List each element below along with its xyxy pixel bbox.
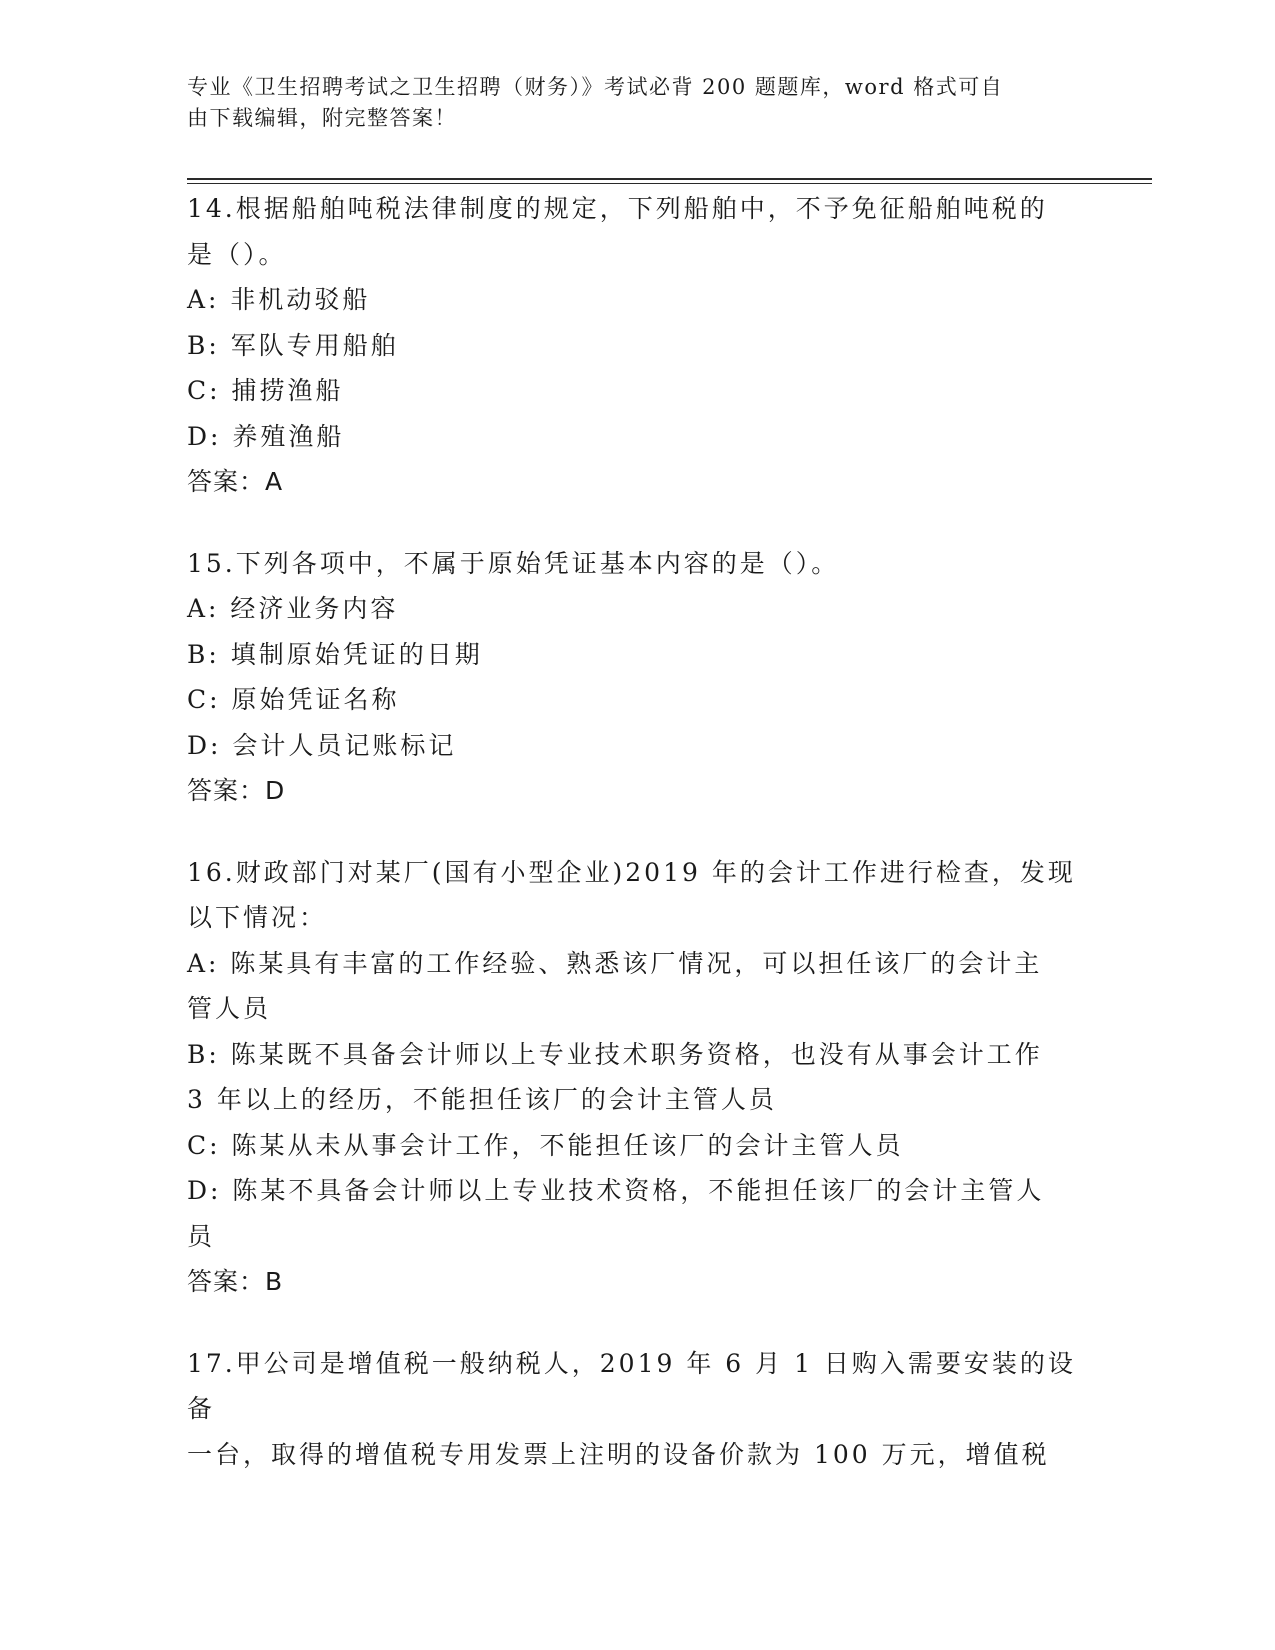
question-stem-line: 17.甲公司是增值税一般纳税人，2019 年 6 月 1 日购入需要安装的设备 [187, 1348, 1076, 1423]
question-stem-line: 是（）。 [187, 239, 287, 269]
question-stem-line: 以下情况： [187, 903, 328, 932]
answer-label: 答案：D [187, 776, 286, 805]
document-header [187, 72, 1067, 134]
header-divider-thin [187, 183, 1152, 184]
option-d: D: 陈某不具备会计师以上专业技术资格，不能担任该厂的会计主管人 [187, 1176, 1045, 1205]
option-b: B: 军队专用船舶 [187, 330, 399, 360]
question-stem-line: 16.财政部门对某厂(国有小型企业)2019 年的会计工作进行检查，发现 [187, 857, 1076, 887]
option-b: B: 陈某既不具备会计师以上专业技术职务资格，也没有从事会计工作 [187, 1039, 1043, 1069]
question-stem-line: 一台，取得的增值税专用发票上注明的设备价款为 100 万元，增值税 [187, 1439, 1050, 1469]
option-c: C: 捕捞渔船 [187, 376, 344, 405]
answer-label: 答案：B [187, 1267, 284, 1296]
option-a-continued: 管人员 [187, 994, 272, 1023]
question-15 [187, 541, 1087, 814]
option-a: A: 陈某具有丰富的工作经验、熟悉该厂情况，可以担任该厂的会计主 [187, 948, 1043, 978]
question-16 [187, 850, 1087, 1305]
question-17 [187, 1341, 1087, 1478]
option-d-continued: 员 [187, 1221, 216, 1251]
answer-label: 答案：A [187, 467, 284, 496]
option-c: C: 原始凭证名称 [187, 685, 400, 714]
option-b-continued: 3 年以上的经历，不能担任该厂的会计主管人员 [187, 1085, 777, 1114]
option-a: A: 非机动驳船 [187, 285, 371, 314]
header-divider-thick [187, 178, 1152, 180]
question-stem-line: 14.根据船舶吨税法律制度的规定，下列船舶中，不予免征船舶吨税的 [187, 194, 1048, 223]
option-c: C: 陈某从未从事会计工作，不能担任该厂的会计主管人员 [187, 1130, 904, 1160]
option-b: B: 填制原始凭证的日期 [187, 639, 483, 669]
option-d: D: 养殖渔船 [187, 421, 345, 451]
header-line-1: 专业《卫生招聘考试之卫生招聘（财务）》考试必背 200 题题库，word 格式可自 [187, 75, 1004, 99]
option-d: D: 会计人员记账标记 [187, 730, 457, 760]
question-list [187, 186, 1087, 1513]
header-line-2: 由下载编辑，附完整答案！ [187, 106, 457, 130]
option-a: A: 经济业务内容 [187, 594, 399, 623]
question-14 [187, 186, 1087, 505]
question-stem-line: 15.下列各项中，不属于原始凭证基本内容的是（）。 [187, 548, 840, 578]
